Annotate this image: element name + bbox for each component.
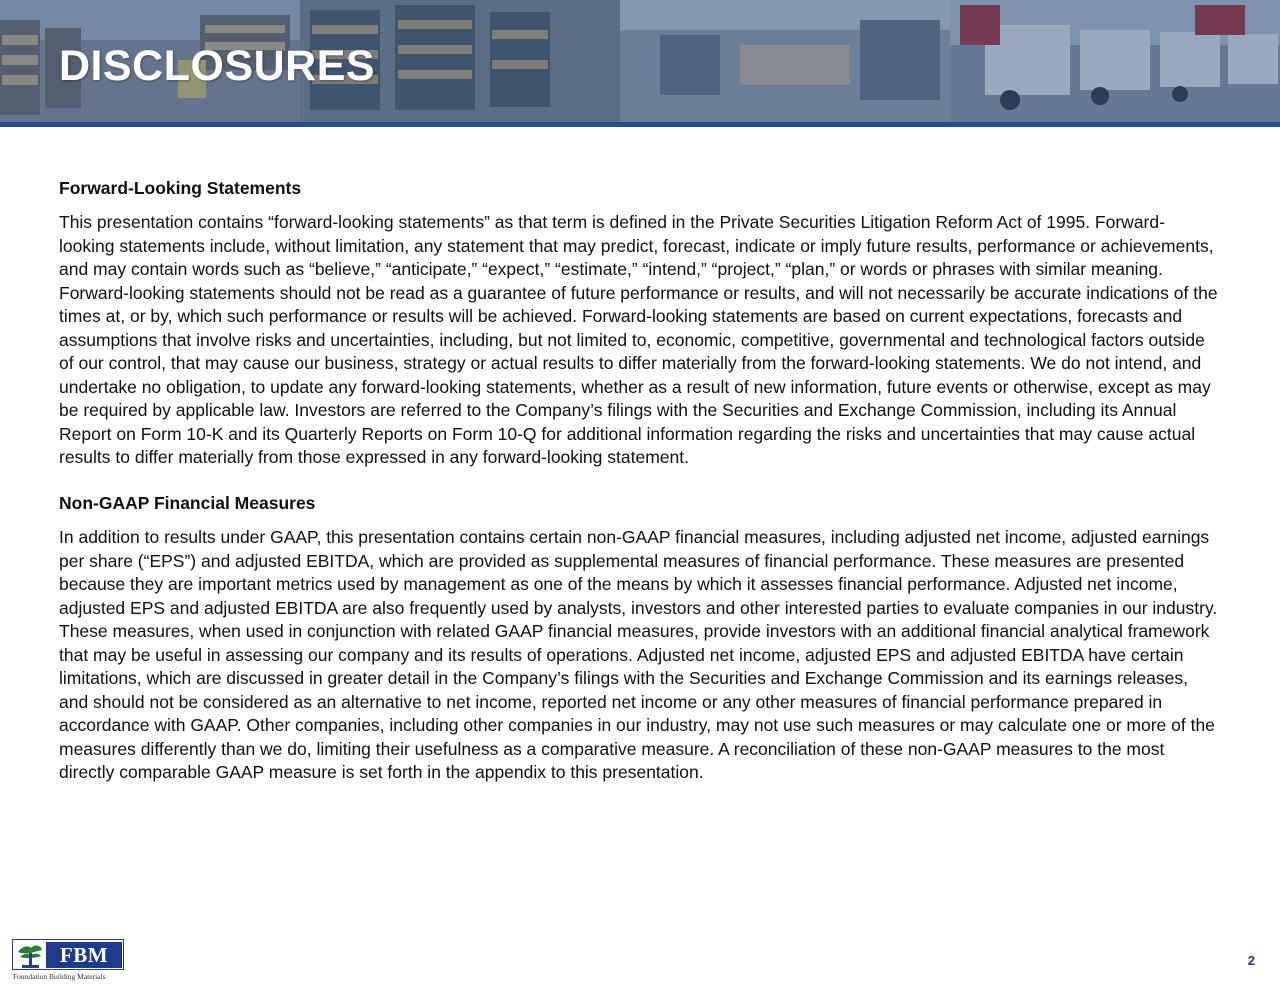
tree-icon xyxy=(16,942,44,969)
disclosures-content xyxy=(59,176,1219,785)
forward-looking-paragraph: This presentation contains “forward-looking statements” as that term is defined in the Private Securities Litigation Reform Act of 1995. Forward-looking statements include, without limitation, any statement that may predict, forecast, indicate or imply future results, performance or achievements, and may contain words such as “believe,” “anticipate,” “expect,” “estimate,” “intend,” “project,” “plan,” or words or phrases with similar meaning. Forward-looking statements should not be read as a guarantee of future performance or results, and will not necessarily be accurate indications of the times at, or by, which such performance or results will be achieved. Forward-looking statements are based on current expectations, forecasts and assumptions that involve risks and uncertainties, including, but not limited to, economic, competitive, governmental and technological factors outside of our control, that may cause our business, strategy or actual results to differ materially from the forward-looking statements. We do not intend, and undertake no obligation, to update any forward-looking statements, whether as a result of new information, future events or otherwise, except as may be required by applicable law. Investors are referred to the Company’s filings with the Securities and Exchange Commission, including its Annual Report on Form 10-K and its Quarterly Reports on Form 10-Q for additional information regarding the risks and uncertainties that may cause actual results to differ materially from those expressed in any forward-looking statement. xyxy=(59,212,1218,468)
non-gaap-heading: Non-GAAP Financial Measures xyxy=(59,493,316,514)
non-gaap-paragraph: In addition to results under GAAP, this presentation contains certain non-GAAP financial measures, including adjusted net income, adjusted earnings per share (“EPS”) and adjusted EBITDA, which are provided as supplemental measures of financial performance. These measures are presented because they are important metrics used by management as one of the means by which it assesses financial performance. Adjusted net income, adjusted EPS and adjusted EBITDA are also frequently used by analysts, investors and other interested parties to evaluate companies in our industry. These measures, when used in conjunction with related GAAP financial measures, provide investors with an additional financial analytical framework that may be useful in assessing our company and its results of operations. Adjusted net income, adjusted EPS and adjusted EBITDA have certain limitations, which are discussed in greater detail in the Company’s filings with the Securities and Exchange Commission and its earnings releases, and should not be considered as an alternative to net income, reported net income or any other measures of financial performance prepared in accordance with GAAP. Other companies, including other companies in our industry, may not use such measures or may calculate one or more of the measures differently than we do, limiting their usefulness as a comparative measure. A reconciliation of these non-GAAP measures to the most directly comparable GAAP measure is set forth in the appendix to this presentation. xyxy=(59,527,1218,783)
logo-wordmark: FBM xyxy=(46,942,122,968)
banner-rule xyxy=(0,122,1280,127)
forward-looking-heading: Forward-Looking Statements xyxy=(59,178,302,198)
header-banner xyxy=(0,0,1280,127)
logo-tagline: Foundation Building Materials xyxy=(13,972,106,981)
logo-frame xyxy=(12,939,124,970)
page-title: DISCLOSURES xyxy=(59,42,376,90)
fbm-logo xyxy=(12,939,130,983)
page-number: 2 xyxy=(1247,953,1255,968)
